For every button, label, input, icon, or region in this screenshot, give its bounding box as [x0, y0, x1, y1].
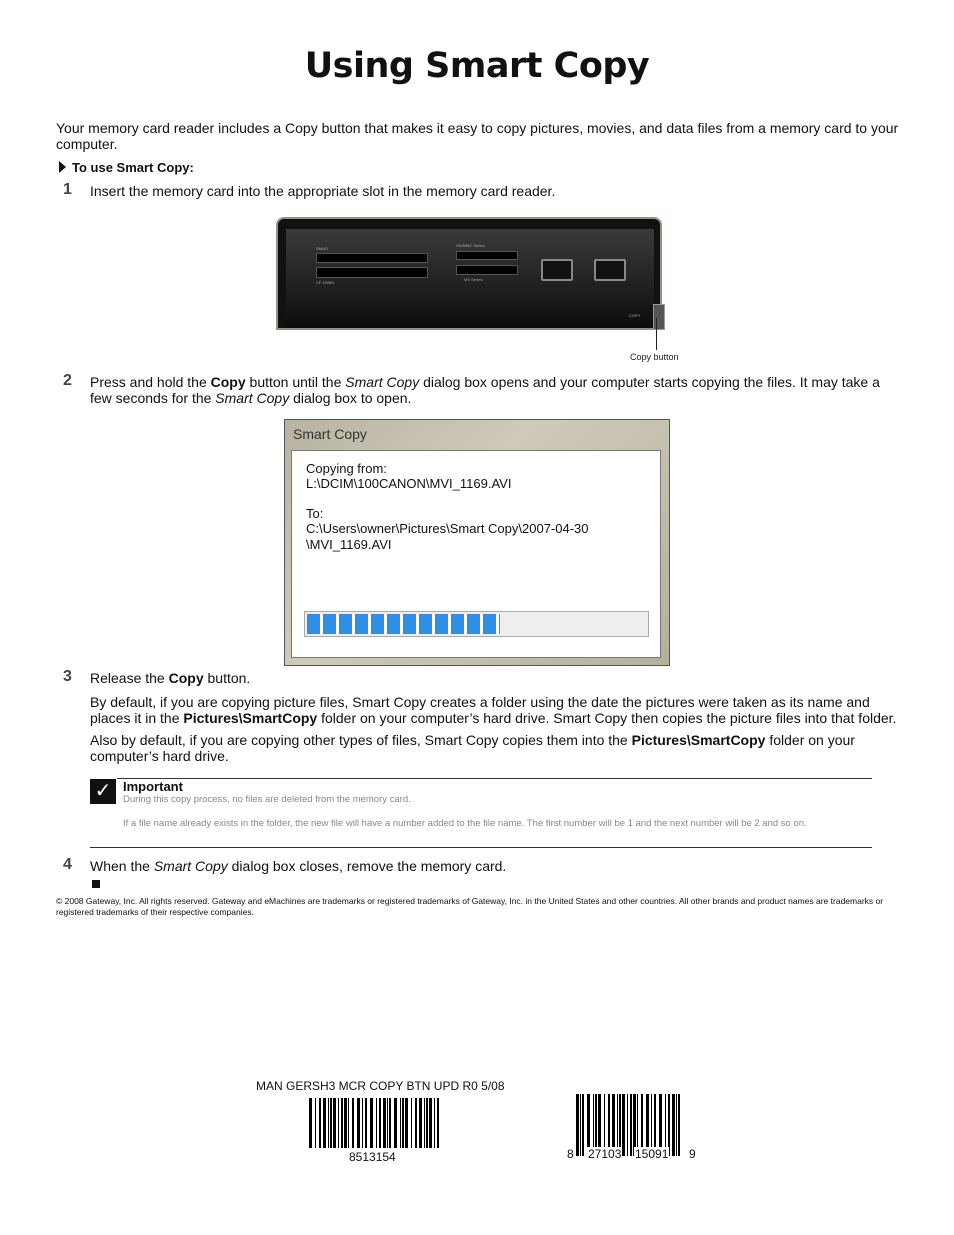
usb-port-icon	[594, 259, 626, 281]
barcode-bar	[330, 1098, 332, 1148]
barcode-bar	[394, 1098, 397, 1148]
callout-line	[656, 318, 657, 350]
to-label: To:	[306, 506, 324, 521]
part-number: MAN GERSH3 MCR COPY BTN UPD R0 5/08	[256, 1079, 505, 1093]
end-of-procedure-mark	[92, 880, 100, 888]
copy-button-callout: Copy button	[630, 352, 679, 362]
barcode-bar	[627, 1094, 628, 1156]
barcode-bar	[357, 1098, 360, 1148]
copy-button-shape	[653, 304, 665, 330]
step-4-text: When the Smart Copy dialog box closes, remove the memory card.	[90, 858, 507, 874]
barcode-bar	[419, 1098, 422, 1148]
barcode-bar	[437, 1098, 439, 1148]
barcode-bar	[389, 1098, 391, 1148]
barcode-bar	[402, 1098, 404, 1148]
barcode-bar	[424, 1098, 425, 1148]
label-sm: SM/xD	[316, 246, 328, 251]
barcode-bar	[333, 1098, 336, 1148]
step-1-number: 1	[63, 181, 72, 198]
barcode-bar	[328, 1098, 329, 1148]
barcode-bar	[630, 1094, 632, 1156]
intro-paragraph: Your memory card reader includes a Copy button that makes it easy to copy pictures, movies, and data files from a memory card to your computer.	[56, 120, 899, 152]
barcode-bar	[341, 1098, 343, 1148]
slot-cf	[316, 267, 428, 278]
barcode-bar	[576, 1094, 579, 1156]
barcode-bar	[400, 1098, 401, 1148]
step-3-paragraph-2: Also by default, if you are copying other types of files, Smart Copy copies them into the Pictures\SmartCopy folder on your computer’s hard drive.	[90, 732, 855, 764]
barcode-bar	[434, 1098, 435, 1148]
barcode-2-last-digit: 9	[689, 1147, 696, 1161]
checkmark-icon: ✓	[90, 779, 116, 804]
barcode-bar	[678, 1094, 680, 1156]
barcode-bar	[362, 1098, 363, 1148]
arrow-right-icon	[59, 161, 66, 173]
step-3-text: Release the Copy button.	[90, 670, 251, 686]
barcode-bar	[370, 1098, 373, 1148]
barcode-bar	[429, 1098, 432, 1148]
label-copy: COPY	[629, 313, 641, 318]
barcode-bar	[379, 1098, 381, 1148]
dialog-content	[291, 450, 661, 658]
barcode-bar	[348, 1098, 349, 1148]
barcode-1-number: 8513154	[349, 1150, 396, 1164]
important-title: Important	[123, 779, 183, 794]
barcode-bar	[622, 1094, 625, 1156]
step-4-number: 4	[63, 856, 72, 873]
card-reader-photo	[276, 217, 662, 330]
barcode-bar	[387, 1098, 388, 1148]
barcode-2-left-digits: 27103	[588, 1147, 622, 1161]
slot-sd	[456, 251, 518, 260]
slot-ms	[456, 265, 518, 275]
step-3-number: 3	[63, 668, 72, 685]
progress-bar	[304, 611, 649, 637]
copyright-notice: © 2008 Gateway, Inc. All rights reserved. Gateway and eMachines are trademarks or registered trademarks of Gateway, Inc. in the United States and other countries. All other brands and product names are trademarks or registered trademarks of their respective companies.	[56, 896, 884, 917]
barcode-2-right-digits: 15091	[635, 1147, 669, 1161]
barcode-bar	[582, 1094, 584, 1156]
barcode-bar	[323, 1098, 326, 1148]
barcode-bar	[319, 1098, 321, 1148]
barcode-bar	[376, 1098, 377, 1148]
barcode-bar	[676, 1094, 677, 1156]
copying-from-label: Copying from:	[306, 461, 387, 476]
page-title: Using Smart Copy	[304, 46, 650, 86]
important-line-2: If a file name already exists in the folder, the new file will have a number added to the file name. The first number will be 1 and the next number will be 2 and so on.	[123, 818, 807, 829]
step-1-text: Insert the memory card into the appropriate slot in the memory card reader.	[90, 183, 556, 199]
important-rule-bottom	[90, 847, 872, 848]
barcode-2-first-digit: 8	[567, 1147, 574, 1161]
to-path-line-2: \MVI_1169.AVI	[306, 537, 392, 552]
barcode-bar	[344, 1098, 347, 1148]
important-rule-top	[117, 778, 872, 779]
barcode-1	[309, 1098, 440, 1148]
barcode-bar	[415, 1098, 417, 1148]
dialog-title: Smart Copy	[293, 426, 367, 442]
barcode-bar	[383, 1098, 386, 1148]
barcode-bar	[426, 1098, 428, 1148]
barcode-bar	[315, 1098, 316, 1148]
progress-bar-fill	[307, 614, 500, 634]
barcode-bar	[405, 1098, 408, 1148]
step-3-paragraph-1: By default, if you are copying picture files, Smart Copy creates a folder using the date the pictures were taken as its name and places it in the Pictures\SmartCopy folder on your computer’s hard drive. Smart Copy then copies the picture files into that folder.	[90, 694, 897, 726]
usb-port-icon	[541, 259, 573, 281]
smart-copy-dialog-screenshot	[284, 419, 670, 666]
step-2-number: 2	[63, 372, 72, 389]
important-line-1: During this copy process, no files are deleted from the memory card.	[123, 794, 411, 805]
procedure-heading: To use Smart Copy:	[59, 160, 194, 175]
to-path-line-1: C:\Users\owner\Pictures\Smart Copy\2007-04-30	[306, 521, 589, 536]
barcode-bar	[365, 1098, 367, 1148]
barcode-bar	[338, 1098, 339, 1148]
label-ms: MS Series	[464, 277, 483, 282]
copying-from-path: L:\DCIM\100CANON\MVI_1169.AVI	[306, 476, 512, 491]
barcode-bar	[411, 1098, 412, 1148]
barcode-bar	[580, 1094, 581, 1156]
barcode-bar	[672, 1094, 675, 1156]
label-sd: SD/MMC Series	[456, 243, 485, 248]
step-2-text: Press and hold the Copy button until the Smart Copy dialog box opens and your computer starts copying the files. It may take a few seconds for the Smart Copy dialog box to open.	[90, 374, 880, 406]
slot-sm	[316, 253, 428, 263]
barcode-bar	[352, 1098, 354, 1148]
label-cf: CF I/II/MD	[316, 280, 335, 285]
barcode-bar	[309, 1098, 312, 1148]
